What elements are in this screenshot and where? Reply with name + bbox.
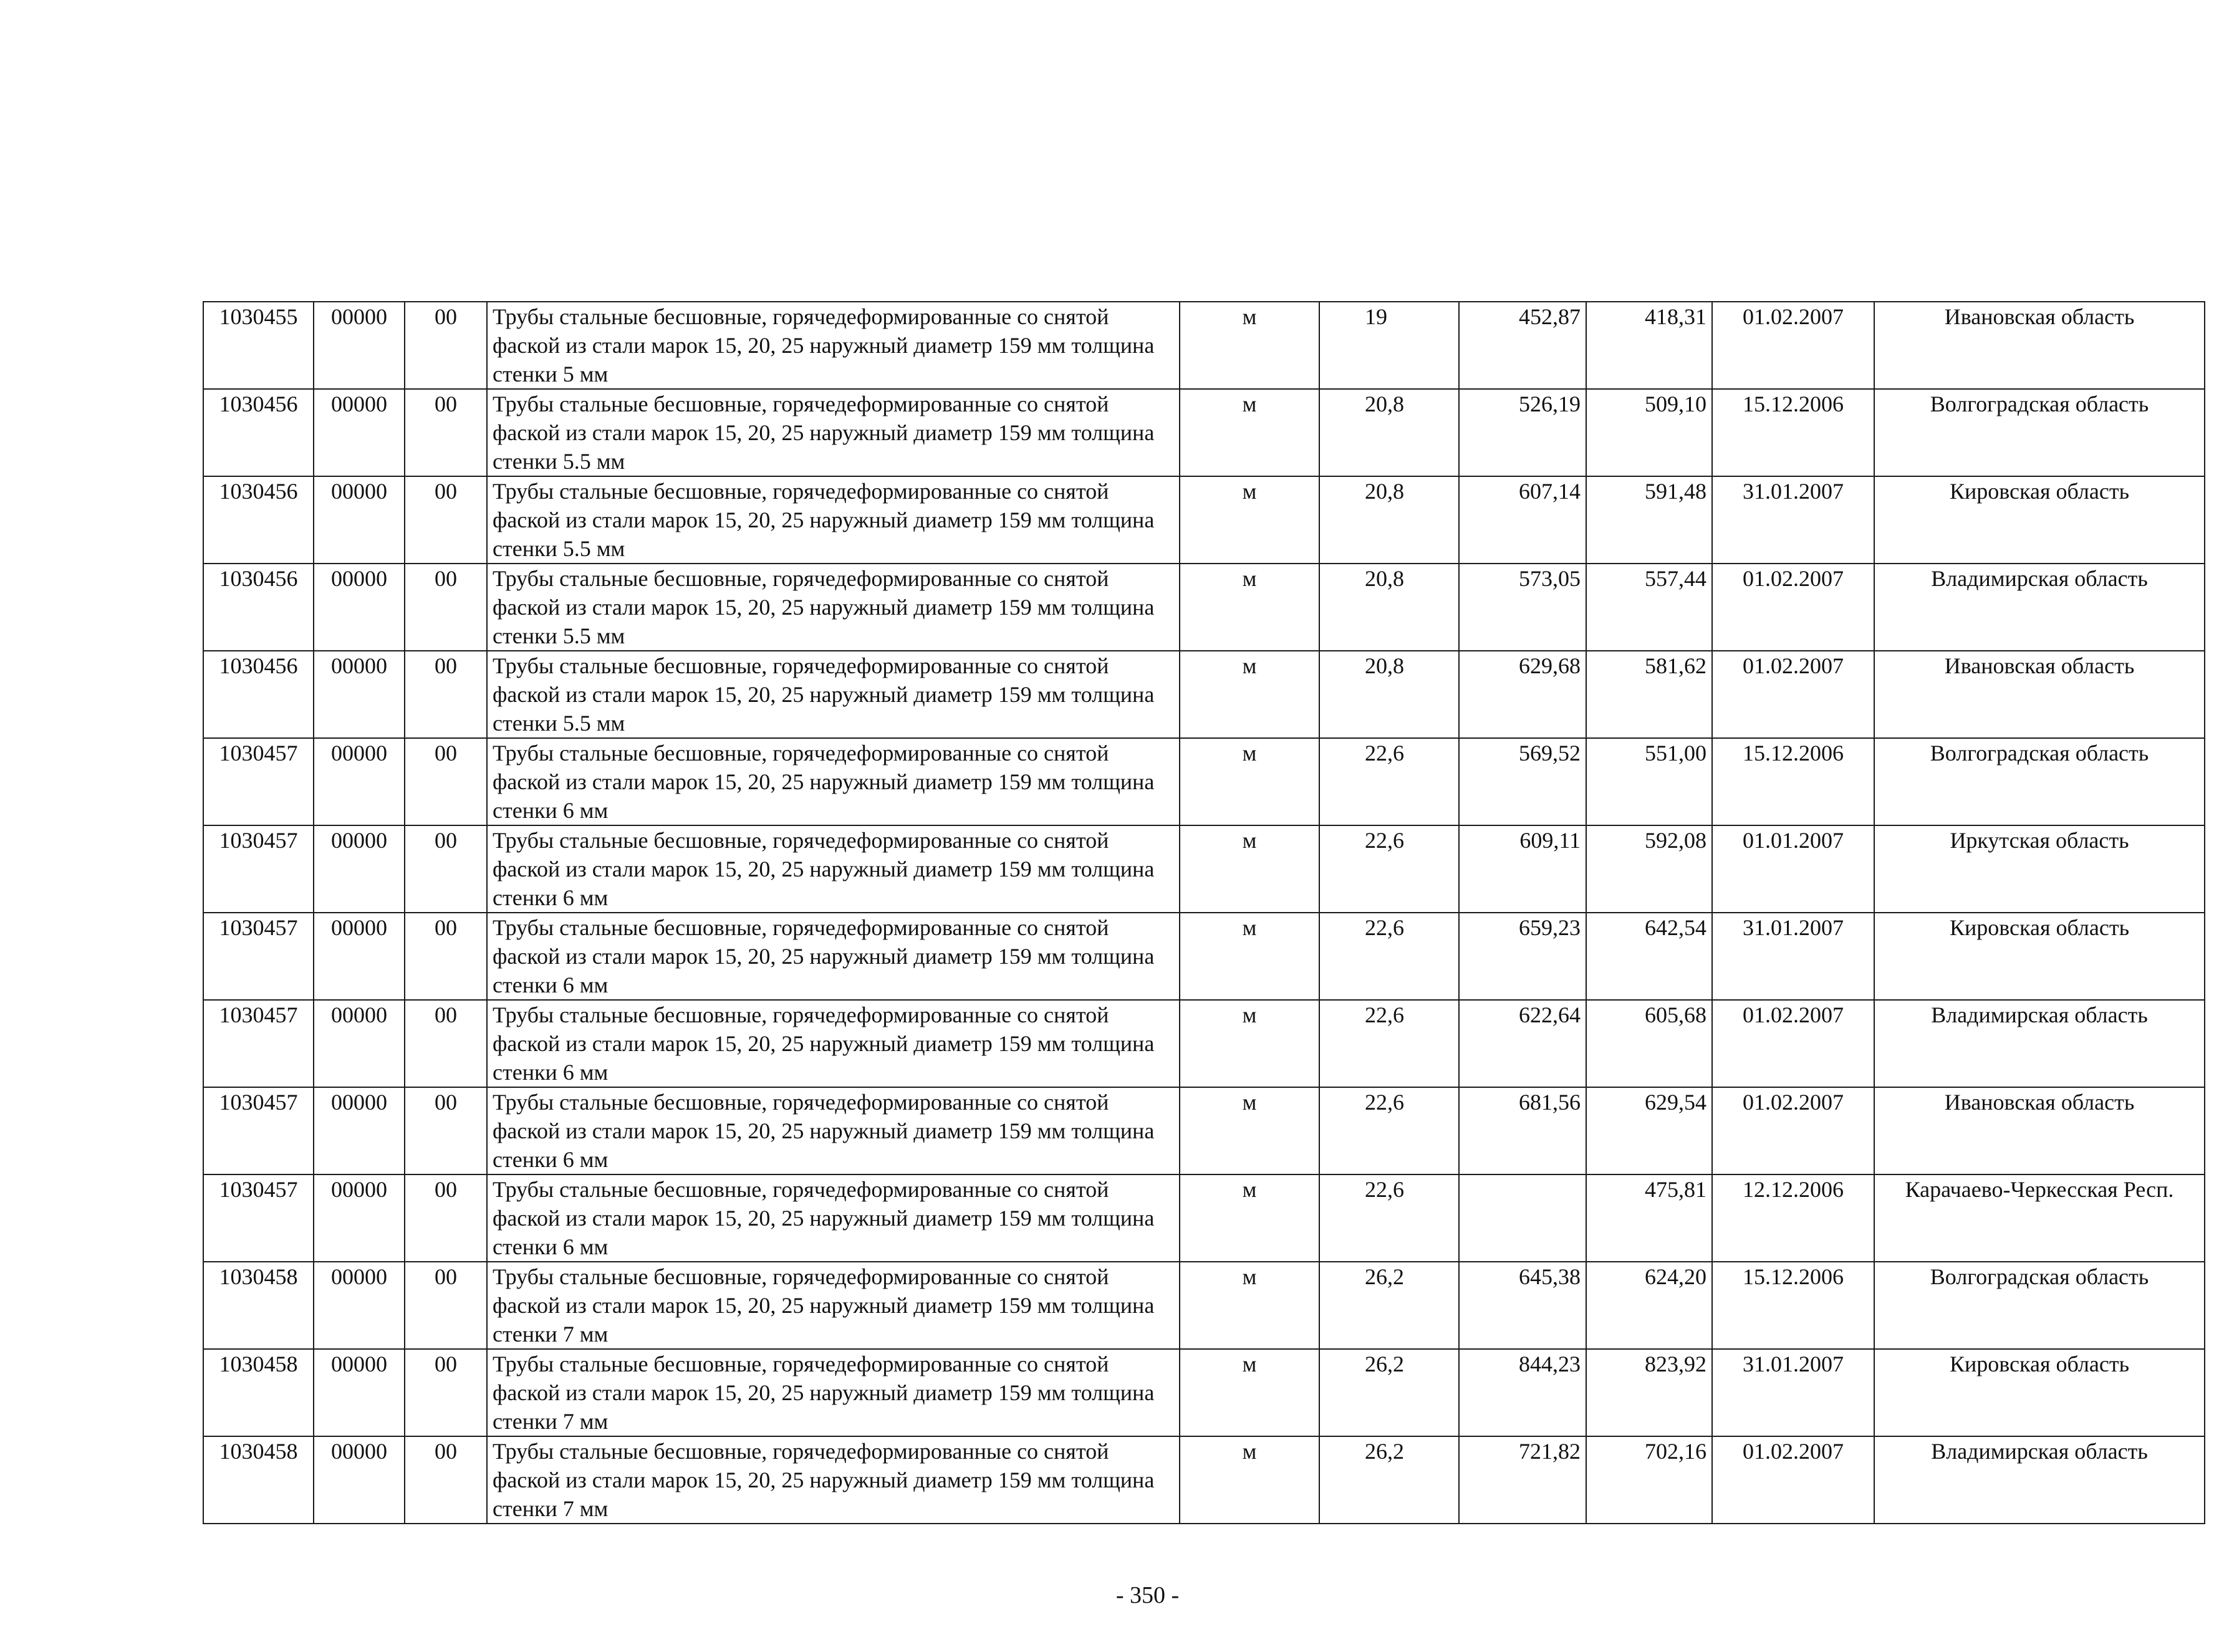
price-cell: 721,82 (1459, 1436, 1586, 1524)
date-cell: 12.12.2006 (1712, 1174, 1874, 1262)
sub-code-cell: 00000 (314, 651, 405, 738)
price-cell (1459, 1174, 1586, 1262)
unit-cell: м (1180, 1000, 1319, 1087)
unit-cell: м (1180, 913, 1319, 1000)
price-cell: 823,92 (1586, 1349, 1712, 1436)
ext-code-cell: 00 (405, 476, 487, 564)
resource-code-cell: 1030457 (203, 825, 314, 913)
price-cell: 452,87 (1459, 302, 1586, 389)
table-row (203, 564, 2205, 651)
region-cell: Владимирская область (1874, 1436, 2205, 1524)
mass-cell: 22,6 (1319, 825, 1459, 913)
sub-code-cell: 00000 (314, 825, 405, 913)
region-cell: Волгоградская область (1874, 389, 2205, 476)
description-cell: Трубы стальные бесшовные, горячедеформированные со снятой фаской из стали марок 15, 20, 25 наружный диаметр 159 мм толщина стенки 6 мм (487, 738, 1180, 825)
unit-cell: м (1180, 302, 1319, 389)
resource-code-cell: 1030456 (203, 651, 314, 738)
table-row (203, 302, 2205, 389)
price-cell: 624,20 (1586, 1262, 1712, 1349)
price-cell: 581,62 (1586, 651, 1712, 738)
region-cell: Кировская область (1874, 913, 2205, 1000)
ext-code-cell: 00 (405, 564, 487, 651)
region-cell: Ивановская область (1874, 1087, 2205, 1174)
table-row (203, 389, 2205, 476)
ext-code-cell: 00 (405, 651, 487, 738)
ext-code-cell: 00 (405, 302, 487, 389)
price-cell: 591,48 (1586, 476, 1712, 564)
price-cell: 702,16 (1586, 1436, 1712, 1524)
mass-cell: 26,2 (1319, 1436, 1459, 1524)
date-cell: 15.12.2006 (1712, 738, 1874, 825)
price-cell: 569,52 (1459, 738, 1586, 825)
page-number: - 350 - (1115, 1582, 1180, 1608)
price-cell: 557,44 (1586, 564, 1712, 651)
sub-code-cell: 00000 (314, 564, 405, 651)
mass-cell: 22,6 (1319, 1000, 1459, 1087)
ext-code-cell: 00 (405, 389, 487, 476)
mass-cell: 20,8 (1319, 564, 1459, 651)
region-cell: Ивановская область (1874, 651, 2205, 738)
region-cell: Иркутская область (1874, 825, 2205, 913)
unit-cell: м (1180, 1436, 1319, 1524)
mass-cell: 20,8 (1319, 476, 1459, 564)
mass-cell: 22,6 (1319, 1087, 1459, 1174)
unit-cell: м (1180, 738, 1319, 825)
sub-code-cell: 00000 (314, 1087, 405, 1174)
price-table (203, 301, 2205, 1524)
resource-code-cell: 1030456 (203, 476, 314, 564)
page-number-container (0, 1581, 2214, 1610)
region-cell: Волгоградская область (1874, 1262, 2205, 1349)
sub-code-cell: 00000 (314, 1174, 405, 1262)
date-cell: 01.02.2007 (1712, 1087, 1874, 1174)
sub-code-cell: 00000 (314, 302, 405, 389)
date-cell: 01.02.2007 (1712, 302, 1874, 389)
description-cell: Трубы стальные бесшовные, горячедеформированные со снятой фаской из стали марок 15, 20, 25 наружный диаметр 159 мм толщина стенки 7 мм (487, 1349, 1180, 1436)
resource-code-cell: 1030457 (203, 1087, 314, 1174)
table-row (203, 1262, 2205, 1349)
date-cell: 31.01.2007 (1712, 476, 1874, 564)
ext-code-cell: 00 (405, 1087, 487, 1174)
table-row (203, 913, 2205, 1000)
price-cell: 609,11 (1459, 825, 1586, 913)
region-cell: Карачаево-Черкесская Респ. (1874, 1174, 2205, 1262)
description-cell: Трубы стальные бесшовные, горячедеформированные со снятой фаской из стали марок 15, 20, 25 наружный диаметр 159 мм толщина стенки 6 мм (487, 1087, 1180, 1174)
region-cell: Владимирская область (1874, 1000, 2205, 1087)
description-cell: Трубы стальные бесшовные, горячедеформированные со снятой фаской из стали марок 15, 20, 25 наружный диаметр 159 мм толщина стенки 6 мм (487, 1174, 1180, 1262)
price-cell: 526,19 (1459, 389, 1586, 476)
description-cell: Трубы стальные бесшовные, горячедеформированные со снятой фаской из стали марок 15, 20, 25 наружный диаметр 159 мм толщина стенки 7 мм (487, 1262, 1180, 1349)
price-cell: 573,05 (1459, 564, 1586, 651)
ext-code-cell: 00 (405, 1349, 487, 1436)
table-body (203, 302, 2205, 1524)
unit-cell: м (1180, 476, 1319, 564)
resource-code-cell: 1030455 (203, 302, 314, 389)
ext-code-cell: 00 (405, 1436, 487, 1524)
price-cell: 659,23 (1459, 913, 1586, 1000)
table-row (203, 1000, 2205, 1087)
description-cell: Трубы стальные бесшовные, горячедеформированные со снятой фаской из стали марок 15, 20, 25 наружный диаметр 159 мм толщина стенки 5.5 мм (487, 564, 1180, 651)
price-cell: 844,23 (1459, 1349, 1586, 1436)
date-cell: 01.02.2007 (1712, 651, 1874, 738)
price-cell: 605,68 (1586, 1000, 1712, 1087)
resource-code-cell: 1030456 (203, 564, 314, 651)
sub-code-cell: 00000 (314, 913, 405, 1000)
mass-cell: 26,2 (1319, 1262, 1459, 1349)
table-row (203, 1087, 2205, 1174)
table-row (203, 1174, 2205, 1262)
price-cell: 642,54 (1586, 913, 1712, 1000)
price-cell: 629,54 (1586, 1087, 1712, 1174)
price-cell: 629,68 (1459, 651, 1586, 738)
region-cell: Ивановская область (1874, 302, 2205, 389)
mass-cell: 22,6 (1319, 1174, 1459, 1262)
mass-cell: 20,8 (1319, 389, 1459, 476)
unit-cell: м (1180, 1087, 1319, 1174)
sub-code-cell: 00000 (314, 389, 405, 476)
region-cell: Владимирская область (1874, 564, 2205, 651)
description-cell: Трубы стальные бесшовные, горячедеформированные со снятой фаской из стали марок 15, 20, 25 наружный диаметр 159 мм толщина стенки 5.5 мм (487, 476, 1180, 564)
date-cell: 15.12.2006 (1712, 1262, 1874, 1349)
sub-code-cell: 00000 (314, 1436, 405, 1524)
resource-code-cell: 1030458 (203, 1262, 314, 1349)
table-row (203, 738, 2205, 825)
date-cell: 01.01.2007 (1712, 825, 1874, 913)
mass-cell: 22,6 (1319, 913, 1459, 1000)
description-cell: Трубы стальные бесшовные, горячедеформированные со снятой фаской из стали марок 15, 20, 25 наружный диаметр 159 мм толщина стенки 5 мм (487, 302, 1180, 389)
resource-code-cell: 1030456 (203, 389, 314, 476)
resource-code-cell: 1030457 (203, 738, 314, 825)
unit-cell: м (1180, 389, 1319, 476)
price-cell: 475,81 (1586, 1174, 1712, 1262)
date-cell: 31.01.2007 (1712, 913, 1874, 1000)
date-cell: 01.02.2007 (1712, 1000, 1874, 1087)
date-cell: 01.02.2007 (1712, 1436, 1874, 1524)
price-cell: 607,14 (1459, 476, 1586, 564)
ext-code-cell: 00 (405, 1174, 487, 1262)
ext-code-cell: 00 (405, 1000, 487, 1087)
table-row (203, 476, 2205, 564)
mass-cell: 22,6 (1319, 738, 1459, 825)
sub-code-cell: 00000 (314, 1000, 405, 1087)
resource-code-cell: 1030457 (203, 1174, 314, 1262)
description-cell: Трубы стальные бесшовные, горячедеформированные со снятой фаской из стали марок 15, 20, 25 наружный диаметр 159 мм толщина стенки 6 мм (487, 825, 1180, 913)
description-cell: Трубы стальные бесшовные, горячедеформированные со снятой фаской из стали марок 15, 20, 25 наружный диаметр 159 мм толщина стенки 5.5 мм (487, 651, 1180, 738)
unit-cell: м (1180, 825, 1319, 913)
description-cell: Трубы стальные бесшовные, горячедеформированные со снятой фаской из стали марок 15, 20, 25 наружный диаметр 159 мм толщина стенки 5.5 мм (487, 389, 1180, 476)
region-cell: Волгоградская область (1874, 738, 2205, 825)
ext-code-cell: 00 (405, 825, 487, 913)
resource-code-cell: 1030458 (203, 1436, 314, 1524)
sub-code-cell: 00000 (314, 1349, 405, 1436)
date-cell: 01.02.2007 (1712, 564, 1874, 651)
price-cell: 551,00 (1586, 738, 1712, 825)
region-cell: Кировская область (1874, 1349, 2205, 1436)
price-cell: 509,10 (1586, 389, 1712, 476)
table-row (203, 825, 2205, 913)
unit-cell: м (1180, 1349, 1319, 1436)
price-cell: 622,64 (1459, 1000, 1586, 1087)
date-cell: 31.01.2007 (1712, 1349, 1874, 1436)
price-cell: 418,31 (1586, 302, 1712, 389)
unit-cell: м (1180, 1174, 1319, 1262)
mass-cell: 26,2 (1319, 1349, 1459, 1436)
description-cell: Трубы стальные бесшовные, горячедеформированные со снятой фаской из стали марок 15, 20, 25 наружный диаметр 159 мм толщина стенки 6 мм (487, 1000, 1180, 1087)
mass-cell: 20,8 (1319, 651, 1459, 738)
resource-code-cell: 1030457 (203, 1000, 314, 1087)
resource-code-cell: 1030458 (203, 1349, 314, 1436)
ext-code-cell: 00 (405, 913, 487, 1000)
table-row (203, 1349, 2205, 1436)
price-cell: 645,38 (1459, 1262, 1586, 1349)
unit-cell: м (1180, 1262, 1319, 1349)
ext-code-cell: 00 (405, 738, 487, 825)
price-cell: 681,56 (1459, 1087, 1586, 1174)
sub-code-cell: 00000 (314, 738, 405, 825)
resource-code-cell: 1030457 (203, 913, 314, 1000)
sub-code-cell: 00000 (314, 476, 405, 564)
description-cell: Трубы стальные бесшовные, горячедеформированные со снятой фаской из стали марок 15, 20, 25 наружный диаметр 159 мм толщина стенки 6 мм (487, 913, 1180, 1000)
table-row (203, 651, 2205, 738)
mass-cell: 19 (1319, 302, 1459, 389)
table-row (203, 1436, 2205, 1524)
unit-cell: м (1180, 651, 1319, 738)
unit-cell: м (1180, 564, 1319, 651)
sub-code-cell: 00000 (314, 1262, 405, 1349)
region-cell: Кировская область (1874, 476, 2205, 564)
ext-code-cell: 00 (405, 1262, 487, 1349)
description-cell: Трубы стальные бесшовные, горячедеформированные со снятой фаской из стали марок 15, 20, 25 наружный диаметр 159 мм толщина стенки 7 мм (487, 1436, 1180, 1524)
price-cell: 592,08 (1586, 825, 1712, 913)
date-cell: 15.12.2006 (1712, 389, 1874, 476)
